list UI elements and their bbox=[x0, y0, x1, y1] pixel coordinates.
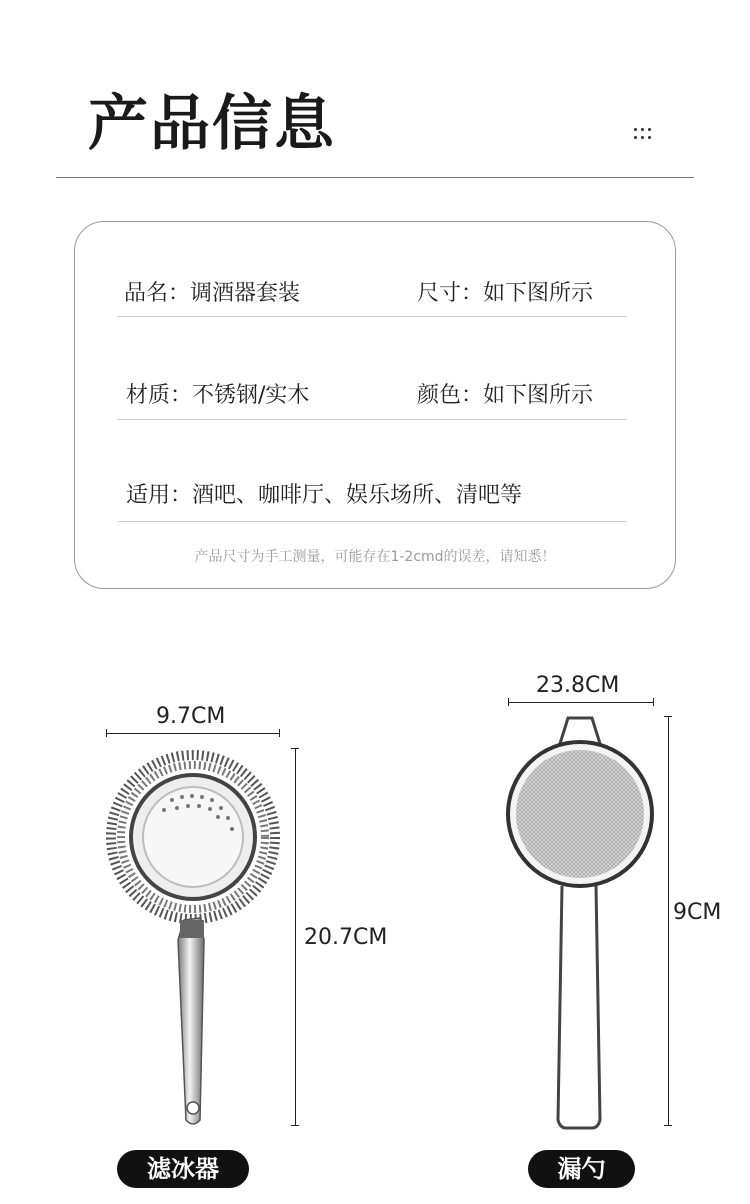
row-divider bbox=[118, 521, 627, 522]
sieve-height-line bbox=[668, 716, 669, 1126]
product-name: 品名：调酒器套装 bbox=[124, 281, 301, 306]
strainer-height-line bbox=[295, 748, 296, 1126]
sieve-height-label: 9CM bbox=[673, 900, 722, 925]
more-dots-icon bbox=[634, 128, 658, 144]
dimension-cap bbox=[291, 1125, 299, 1126]
product-size: 尺寸：如下图所示 bbox=[417, 281, 594, 306]
product-color: 颜色：如下图所示 bbox=[417, 383, 594, 408]
sieve-width-line bbox=[508, 702, 654, 703]
dimension-cap bbox=[106, 729, 107, 737]
page-title: 产品信息 bbox=[88, 89, 336, 159]
strainer-label: 滤冰器 bbox=[117, 1150, 249, 1188]
product-usage: 适用：酒吧、咖啡厅、娱乐场所、清吧等 bbox=[126, 483, 523, 508]
strainer-height-label: 20.7CM bbox=[304, 925, 388, 950]
dimension-cap bbox=[508, 698, 509, 706]
dimension-cap bbox=[653, 698, 654, 706]
dimension-cap bbox=[664, 716, 672, 717]
header-divider bbox=[56, 177, 694, 178]
sieve-width-label: 23.8CM bbox=[536, 673, 620, 698]
dimension-cap bbox=[664, 1125, 672, 1126]
product-material: 材质：不锈钢/实木 bbox=[126, 383, 310, 408]
row-divider bbox=[118, 419, 627, 420]
strainer-image bbox=[100, 740, 290, 1135]
measurement-note: 产品尺寸为手工测量，可能存在1-2cmd的误差，请知悉！ bbox=[194, 549, 556, 565]
row-divider bbox=[118, 316, 627, 317]
sieve-image bbox=[500, 710, 660, 1130]
dimension-cap bbox=[279, 729, 280, 737]
strainer-width-label: 9.7CM bbox=[156, 704, 226, 729]
sieve-label: 漏勺 bbox=[528, 1150, 635, 1188]
strainer-width-line bbox=[106, 733, 280, 734]
dimension-cap bbox=[291, 748, 299, 749]
